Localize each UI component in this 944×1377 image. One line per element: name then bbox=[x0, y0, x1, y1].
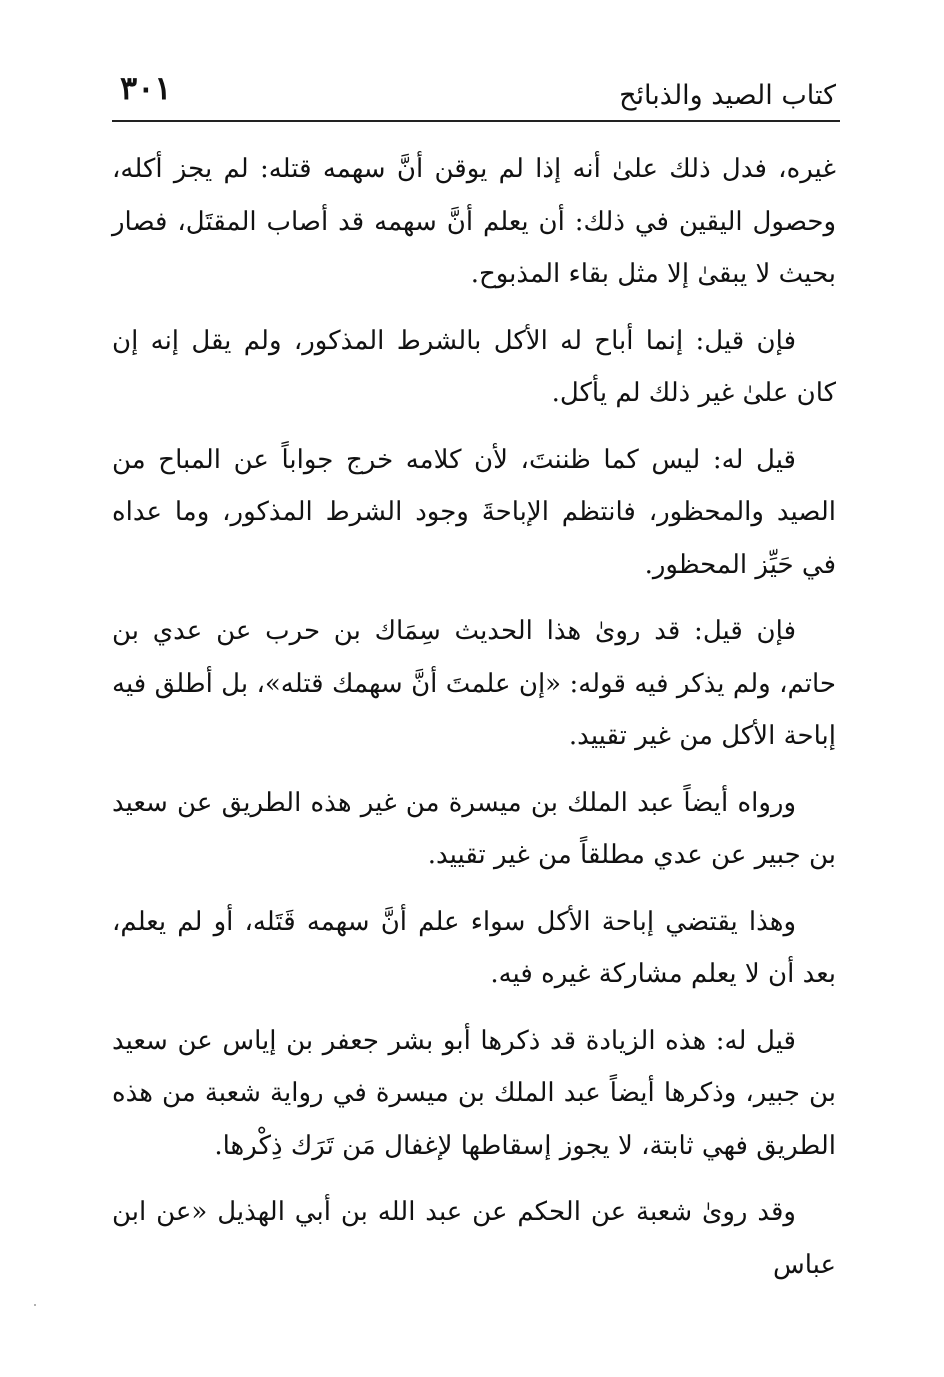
paragraph-text: وهذا يقتضي إباحة الأكل سواء علم أنَّ سهمه قَتَله، أو لم يعلم، بعد أن لا يعلم مشاركة غيره فيه. bbox=[112, 906, 836, 989]
running-title: كتاب الصيد والذبائح bbox=[619, 80, 836, 111]
paragraph bbox=[112, 605, 836, 763]
paragraph-text: قيل له: هذه الزيادة قد ذكرها أبو بشر جعفر بن إياس عن سعيد بن جبير، وذكرها أيضاً عبد الملك بن ميسرة في رواية شعبة من هذه الطريق فهي ثابتة، لا يجوز إسقاطها لإغفال مَن تَرَك ذِكْرها. bbox=[112, 1025, 836, 1161]
paragraph bbox=[112, 777, 836, 882]
paragraph-text: قيل له: ليس كما ظننتَ، لأن كلامه خرج جواباً عن المباح من الصيد والمحظور، فانتظم الإباحةَ وجود الشرط المذكور، وما عداه في حَيِّز المحظور. bbox=[112, 444, 836, 580]
paragraph-text: فإن قيل: قد روىٰ هذا الحديث سِمَاك بن حرب عن عدي بن حاتم، ولم يذكر فيه قوله: «إن علمتَ أنَّ سهمك قتله»، بل أطلق فيه إباحة الأكل من غير تقييد. bbox=[112, 616, 836, 751]
paragraph bbox=[112, 315, 836, 420]
paragraph bbox=[112, 1186, 836, 1291]
paragraph-text: وقد روىٰ شعبة عن الحكم عن عبد الله بن أبي الهذيل «عن ابن عباس bbox=[112, 1197, 836, 1280]
body-text bbox=[112, 143, 836, 1305]
paragraph bbox=[112, 896, 836, 1001]
page-header bbox=[112, 62, 840, 122]
paragraph bbox=[112, 143, 836, 301]
scan-speck bbox=[34, 1304, 36, 1306]
paragraph-text: ورواه أيضاً عبد الملك بن ميسرة من غير هذه الطريق عن سعيد بن جبير عن عدي مطلقاً من غير تقييد. bbox=[112, 787, 836, 870]
paragraph-text: فإن قيل: إنما أباح له الأكل بالشرط المذكور، ولم يقل إنه إن كان علىٰ غير ذلك لم يأكل. bbox=[112, 325, 836, 408]
paragraph bbox=[112, 434, 836, 592]
paragraph bbox=[112, 1015, 836, 1173]
page-number: ٣٠١ bbox=[120, 69, 172, 107]
paragraph-text: غيره، فدل ذلك علىٰ أنه إذا لم يوقن أنَّ سهمه قتله: لم يجز أكله، وحصول اليقين في ذلك: أن يعلم أنَّ سهمه قد أصاب المقتَل، فصار بحيث لا يبقىٰ إلا مثل بقاء المذبوح. bbox=[112, 154, 836, 289]
